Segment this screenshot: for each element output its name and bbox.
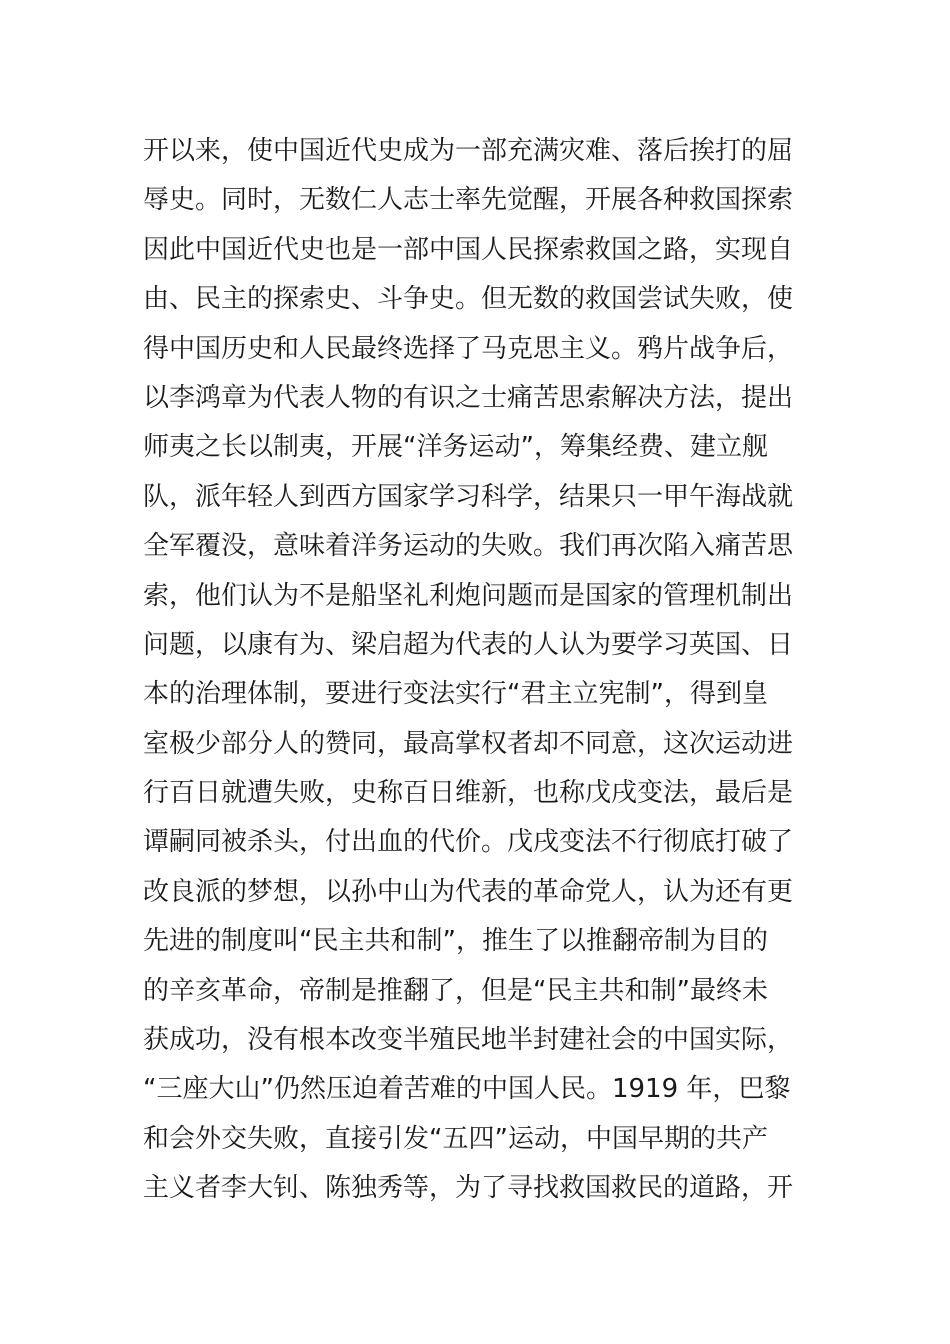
text-line-14: 行百日就遭失败，史称百日维新，也称戊戌变法，最后是: [143, 778, 794, 809]
body-paragraph: [143, 127, 808, 1214]
text-line-8: 队，派年轻人到西方国家学习科学，结果只一甲午海战就: [143, 481, 794, 512]
text-line-1: 开以来，使中国近代史成为一部充满灾难、落后挨打的屈: [143, 136, 794, 166]
text-line-2: 辱史。同时，无数仁人志士率先觉醒，开展各种救国探索: [143, 185, 794, 216]
text-line-12: 本的治理体制，要进行变法实行“君主立宪制”，得到皇: [143, 679, 768, 710]
text-line-13: 室极少部分人的赞同，最高掌权者却不同意，这次运动进: [143, 728, 794, 759]
text-line-16: 改良派的梦想，以孙中山为代表的革命党人，认为还有更: [143, 876, 794, 907]
text-line-15: 谭嗣同被杀头，付出血的代价。戊戌变法不行彻底打破了: [143, 827, 794, 858]
text-line-19: 获成功，没有根本改变半殖民地半封建社会的中国实际，: [143, 1025, 794, 1056]
text-line-17: 先进的制度叫“民主共和制”，推生了以推翻帝制为目的: [143, 926, 768, 957]
text-line-10: 索，他们认为不是船坚礼利炮问题而是国家的管理机制出: [143, 580, 794, 611]
text-line-5: 得中国历史和人民最终选择了马克思主义。鸦片战争后，: [143, 333, 794, 364]
text-line-11: 问题，以康有为、梁启超为代表的人认为要学习英国、日: [143, 629, 794, 660]
text-line-22: 主义者李大钊、陈独秀等，为了寻找救国救民的道路，开: [143, 1173, 794, 1204]
text-line-18: 的辛亥革命，帝制是推翻了，但是“民主共和制”最终未: [143, 975, 768, 1006]
text-line-6: 以李鸿章为代表人物的有识之士痛苦思索解决方法，提出: [143, 382, 794, 413]
text-line-20: “三座大山”仍然压迫着苦难的中国人民。1919 年，巴黎: [143, 1074, 791, 1105]
text-line-4: 由、民主的探索史、斗争史。但无数的救国尝试失败，使: [143, 284, 794, 315]
text-line-7: 师夷之长以制夷，开展“洋务运动”，筹集经费、建立舰: [143, 432, 768, 463]
text-line-3: 因此中国近代史也是一部中国人民探索救国之路，实现自: [143, 234, 794, 265]
text-line-21: 和会外交失败，直接引发“五四”运动，中国早期的共产: [143, 1123, 768, 1154]
text-line-9: 全军覆没，意味着洋务运动的失败。我们再次陷入痛苦思: [143, 531, 794, 562]
